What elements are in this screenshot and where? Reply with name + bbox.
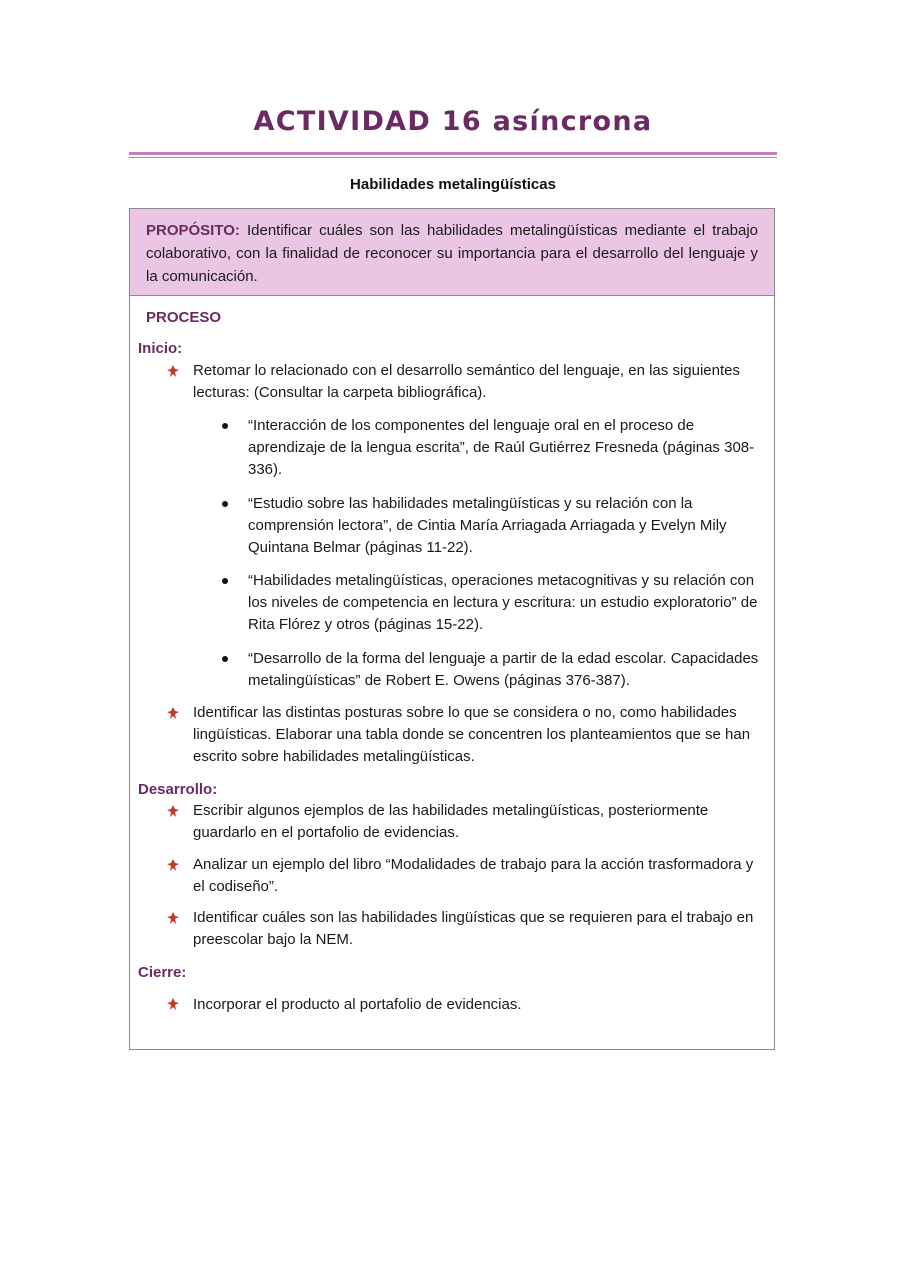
title-rule-thin: [129, 157, 777, 158]
fleur-bullet-icon: [167, 365, 179, 377]
fleur-bullet-icon: [167, 859, 179, 871]
inicio-item-2: Identificar las distintas posturas sobre lo que se considera o no, como habilidades lingüísticas. Elaborar una tabla donde se concentren los planteamientos que se han escrito sobre habilidades metalingüísticas.: [193, 704, 751, 765]
bullet-dot: [222, 578, 228, 584]
purpose-text: Identificar cuáles son las habilidades metalingüísticas mediante el trabajo colaborativo, con la finalidad de reconocer su importancia para el desarrollo del lenguaje y la comunicación.: [146, 222, 758, 285]
fleur-bullet-icon: [167, 998, 179, 1010]
fleur-bullet-icon: [167, 707, 179, 719]
activity-box: [129, 208, 775, 1050]
purpose-panel: [130, 209, 774, 296]
page-title: ACTIVIDAD 16 asíncrona: [253, 106, 653, 137]
process-label: PROCESO: [146, 309, 222, 326]
fleur-bullet-icon: [167, 805, 179, 817]
desarrollo-item: Analizar un ejemplo del libro “Modalidades de trabajo para la acción trasformadora y el codiseño”.: [193, 856, 754, 895]
desarrollo-item: Escribir algunos ejemplos de las habilidades metalingüísticas, posteriormente guardarlo en el portafolio de evidencias.: [193, 802, 709, 841]
purpose-label: PROPÓSITO:: [146, 222, 240, 239]
fleur-bullet-icon: [167, 912, 179, 924]
page-subtitle: Habilidades metalingüísticas: [350, 176, 556, 193]
cierre-item: Incorporar el producto al portafolio de evidencias.: [193, 996, 522, 1013]
bullet-dot: [222, 423, 228, 429]
section-inicio-label: Inicio:: [138, 340, 183, 357]
inicio-item-1: Retomar lo relacionado con el desarrollo semántico del lenguaje, en las siguientes lecturas: (Consultar la carpeta bibliográfica).: [193, 362, 740, 401]
title-rule: [129, 152, 777, 155]
reading-item: “Estudio sobre las habilidades metalingüísticas y su relación con la comprensión lectora”, de Cintia María Arriagada Arriagada y Evelyn Mily Quintana Belmar (páginas 11-22).: [248, 495, 727, 556]
section-cierre-label: Cierre:: [138, 964, 187, 981]
reading-item: “Habilidades metalingüísticas, operaciones metacognitivas y su relación con los niveles de competencia en lectura y escritura: un estudio exploratorio” de Rita Flórez y otros (páginas 15-22).: [248, 572, 758, 633]
section-desarrollo-label: Desarrollo:: [138, 781, 218, 798]
bullet-dot: [222, 656, 228, 662]
bullet-dot: [222, 501, 228, 507]
reading-item: “Interacción de los componentes del lenguaje oral en el proceso de aprendizaje de la lengua escrita”, de Raúl Gutiérrez Fresneda (páginas 308-336).: [248, 417, 755, 478]
reading-item: “Desarrollo de la forma del lenguaje a partir de la edad escolar. Capacidades metalingüísticas” de Robert E. Owens (páginas 376-387).: [248, 650, 759, 689]
desarrollo-item: Identificar cuáles son las habilidades lingüísticas que se requieren para el trabajo en preescolar bajo la NEM.: [193, 909, 754, 948]
